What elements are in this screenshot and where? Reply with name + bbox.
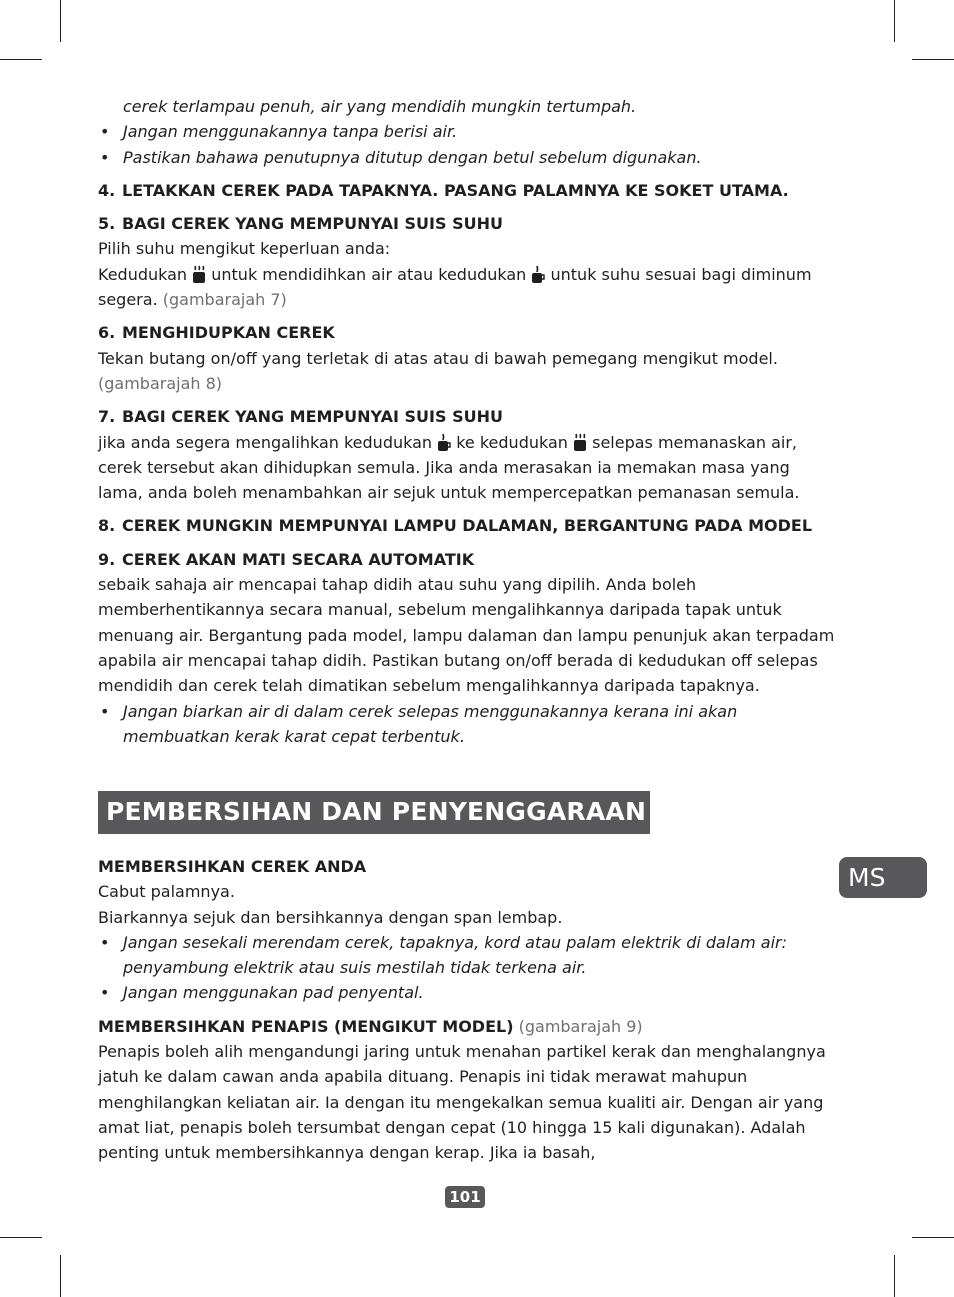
- page-number: 101: [445, 1186, 485, 1208]
- continued-line: cerek terlampau penuh, air yang mendidih mungkin tertumpah.: [123, 97, 637, 116]
- filter-text: Penapis boleh alih mengandungi jaring untuk menahan partikel kerak dan menghalangnya jatuh ke dalam cawan anda apabila dituang. Penapis ini tidak merawat mahupun menghilangkan keliatan air. Ia dengan itu mengekalkan semua kualiti air. Dengan air yang amat liat, penapis boleh tersumbat dengan cepat (10 hingga 15 kali digunakan). Adalah penting untuk membersihkannya dengan kerap. Jika ia basah,: [98, 1042, 826, 1163]
- cup-icon: [437, 433, 451, 451]
- cleaning-heading: MEMBERSIHKAN CEREK ANDA: [98, 857, 367, 876]
- warning-bullet: • Jangan menggunakannya tanpa berisi air.: [100, 122, 458, 142]
- filter-heading: MEMBERSIHKAN PENAPIS (MENGIKUT MODEL) (gambarajah 9): [98, 1016, 643, 1036]
- figure-reference: (gambarajah 8): [98, 373, 223, 393]
- crop-mark: [60, 0, 61, 42]
- warning-bullet: • Jangan biarkan air di dalam cerek selepas menggunakannya kerana ini akan membuatkan kerak karat cepat terbentuk.: [100, 701, 738, 746]
- boil-steam-icon: [192, 265, 206, 283]
- crop-mark: [894, 0, 895, 42]
- step-4-heading: 4. LETAKKAN CEREK PADA TAPAKNYA. PASANG PALAMNYA KE SOKET UTAMA.: [98, 180, 789, 200]
- crop-mark: [912, 59, 954, 60]
- cleaning-body: [98, 854, 838, 1166]
- warning-bullet: • Pastikan bahawa penutupnya ditutup dengan betul sebelum digunakan.: [100, 147, 702, 167]
- instructions-body: [98, 94, 838, 749]
- cleaning-text: Biarkannya sejuk dan bersihkannya dengan span lembap.: [98, 907, 563, 927]
- step-9-heading: 9. CEREK AKAN MATI SECARA AUTOMATIK: [98, 549, 475, 569]
- crop-mark: [0, 1237, 42, 1238]
- step-6-text: Tekan butang on/off yang terletak di atas atau di bawah pemegang mengikut model. (gambarajah 8): [98, 348, 778, 393]
- step-5-text: Pilih suhu mengikut keperluan anda:: [98, 239, 391, 259]
- step-9-text: sebaik sahaja air mencapai tahap didih atau suhu yang dipilih. Anda boleh memberhentikannya secara manual, sebelum mengalihkannya daripada tapak untuk menuang air. Bergantung pada model, lampu dalaman dan lampu penunjuk akan terpadam apabila air mencapai tahap didih. Pastikan butang on/off berada di kedudukan off selepas mendidih dan cerek telah dimatikan sebelum mengalihkannya daripada tapaknya.: [98, 575, 835, 696]
- figure-reference: (gambarajah 7): [162, 290, 287, 310]
- figure-reference: (gambarajah 9): [518, 1016, 643, 1036]
- step-8-heading: 8. CEREK MUNGKIN MEMPUNYAI LAMPU DALAMAN, BERGANTUNG PADA MODEL: [98, 516, 813, 536]
- boil-steam-icon: [573, 433, 587, 451]
- crop-mark: [894, 1255, 895, 1297]
- step-7-text: jika anda segera mengalihkan kedudukan ke kedudukan selepas memanaskan air, cerek tersebut akan dihidupkan semula. Jika anda merasakan ia memakan masa yang lama, anda boleh menambahkan air sejuk untuk mempercepatkan pemanasan semula.: [98, 432, 800, 503]
- warning-bullet: • Jangan sesekali merendam cerek, tapaknya, kord atau palam elektrik di dalam air: penyambung elektrik atau suis mestilah tidak terkena air.: [100, 932, 787, 978]
- cleaning-text: Cabut palamnya.: [98, 882, 235, 902]
- step-5-heading: 5. BAGI CEREK YANG MEMPUNYAI SUIS SUHU: [98, 214, 503, 234]
- crop-mark: [912, 1237, 954, 1238]
- section-header: [98, 791, 650, 834]
- warning-bullet: • Jangan menggunakan pad penyental.: [100, 983, 424, 1003]
- cup-icon: [531, 265, 545, 283]
- crop-mark: [0, 59, 42, 60]
- crop-mark: [60, 1255, 61, 1297]
- step-6-heading: 6. MENGHIDUPKAN CEREK: [98, 323, 335, 343]
- step-7-heading: 7. BAGI CEREK YANG MEMPUNYAI SUIS SUHU: [98, 407, 503, 427]
- step-5-text-2: Kedudukan untuk mendidihkan air atau kedudukan untuk suhu sesuai bagi diminum segera. (gambarajah 7): [98, 264, 812, 310]
- section-title: PEMBERSIHAN DAN PENYENGGARAAN: [106, 797, 647, 826]
- language-tab: MS: [839, 857, 927, 898]
